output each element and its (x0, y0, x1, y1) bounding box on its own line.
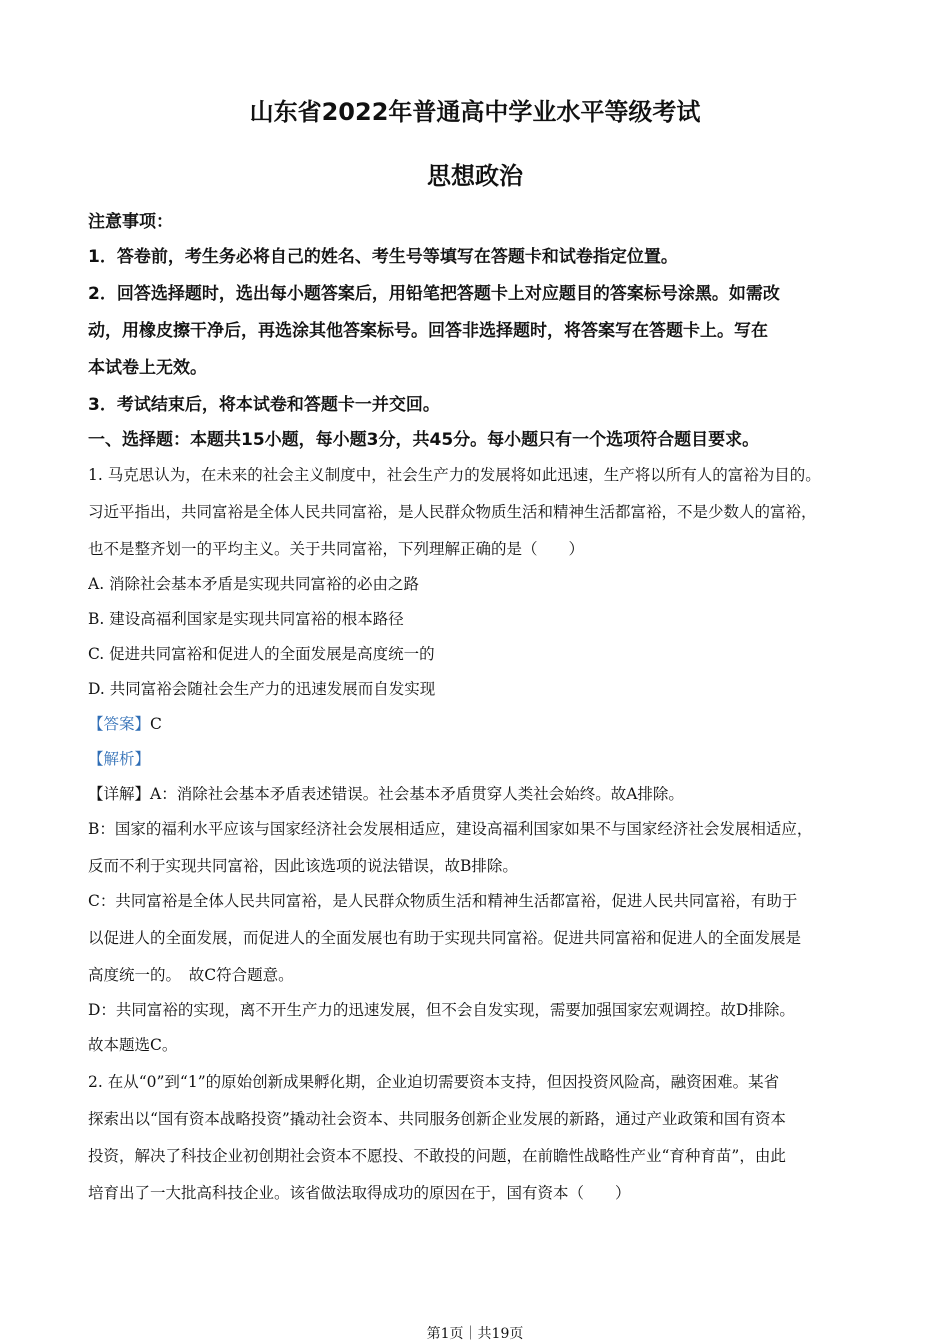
detail-text: A：消除社会基本矛盾表述错误。社会基本矛盾贯穿人类社会始终。故A排除。 (150, 785, 684, 803)
option-b: B. 建设高福利国家是实现共同富裕的根本路径 (88, 610, 404, 628)
detail-line: 故本题选C。 (88, 1036, 178, 1054)
notice-line: 3．考试结束后，将本试卷和答题卡一并交回。 (88, 395, 440, 415)
analysis-tag: 【解析】 (88, 750, 151, 768)
section-heading: 一、选择题：本题共15小题，每小题3分，共45分。每小题只有一个选项符合题目要求。 (88, 430, 760, 450)
option-a: A. 消除社会基本矛盾是实现共同富裕的必由之路 (88, 575, 420, 593)
detail-line (88, 782, 873, 806)
notice-line: 动，用橡皮擦干净后，再选涂其他答案标号。回答非选择题时，将答案写在答题卡上。写在 (88, 321, 768, 341)
detail-line: D：共同富裕的实现，离不开生产力的迅速发展，但不会自发实现，需要加强国家宏观调控。故D排除。 (88, 1001, 795, 1019)
question-1-stem: 也不是整齐划一的平均主义。关于共同富裕，下列理解正确的是（ ） (88, 540, 585, 558)
page-footer: 第1页｜共19页 (426, 1326, 524, 1342)
question-2-stem: 探索出以“国有资本战略投资”撬动社会资本、共同服务创新企业发展的新路，通过产业政策和国有资本 (88, 1110, 786, 1128)
notice-line: 本试卷上无效。 (88, 358, 207, 378)
detail-tag: 【详解】 (88, 785, 151, 803)
answer-line (88, 712, 873, 736)
question-2-stem: 培育出了一大批高科技企业。该省做法取得成功的原因在于，国有资本（ ） (88, 1184, 631, 1202)
option-d: D. 共同富裕会随社会生产力的迅速发展而自发实现 (88, 680, 436, 698)
detail-line: 高度统一的。 故C符合题意。 (88, 966, 294, 984)
answer-value: C (150, 715, 162, 733)
notice-line: 1．答卷前，考生务必将自己的姓名、考生号等填写在答题卡和试卷指定位置。 (88, 247, 678, 267)
notice-line: 2．回答选择题时，选出每小题答案后，用铅笔把答题卡上对应题目的答案标号涂黑。如需改 (88, 284, 780, 304)
question-1-stem: 1. 马克思认为，在未来的社会主义制度中，社会生产力的发展将如此迅速，生产将以所有人的富裕为目的。 (88, 466, 821, 484)
question-2-stem: 2. 在从“0”到“1”的原始创新成果孵化期，企业迫切需要资本支持，但因投资风险高，融资困难。某省 (88, 1073, 780, 1091)
detail-line: B：国家的福利水平应该与国家经济社会发展相适应，建设高福利国家如果不与国家经济社会发展相适应， (88, 820, 813, 838)
notice-heading: 注意事项： (88, 212, 173, 232)
option-c: C. 促进共同富裕和促进人的全面发展是高度统一的 (88, 645, 435, 663)
detail-line: C：共同富裕是全体人民共同富裕，是人民群众物质生活和精神生活都富裕，促进人民共同富裕，有助于 (88, 892, 798, 910)
exam-title: 山东省2022年普通高中学业水平等级考试 (249, 98, 701, 126)
question-2-stem: 投资，解决了科技企业初创期社会资本不愿投、不敢投的问题，在前瞻性战略性产业“育种育苗”，由此 (88, 1147, 786, 1165)
answer-tag: 【答案】 (88, 715, 151, 733)
detail-line: 反而不利于实现共同富裕，因此该选项的说法错误，故B排除。 (88, 857, 518, 875)
question-1-stem: 习近平指出，共同富裕是全体人民共同富裕，是人民群众物质生活和精神生活都富裕，不是少数人的富裕， (88, 503, 817, 521)
subject-title: 思想政治 (427, 162, 523, 190)
detail-line: 以促进人的全面发展，而促进人的全面发展也有助于实现共同富裕。促进共同富裕和促进人的全面发展是 (88, 929, 802, 947)
